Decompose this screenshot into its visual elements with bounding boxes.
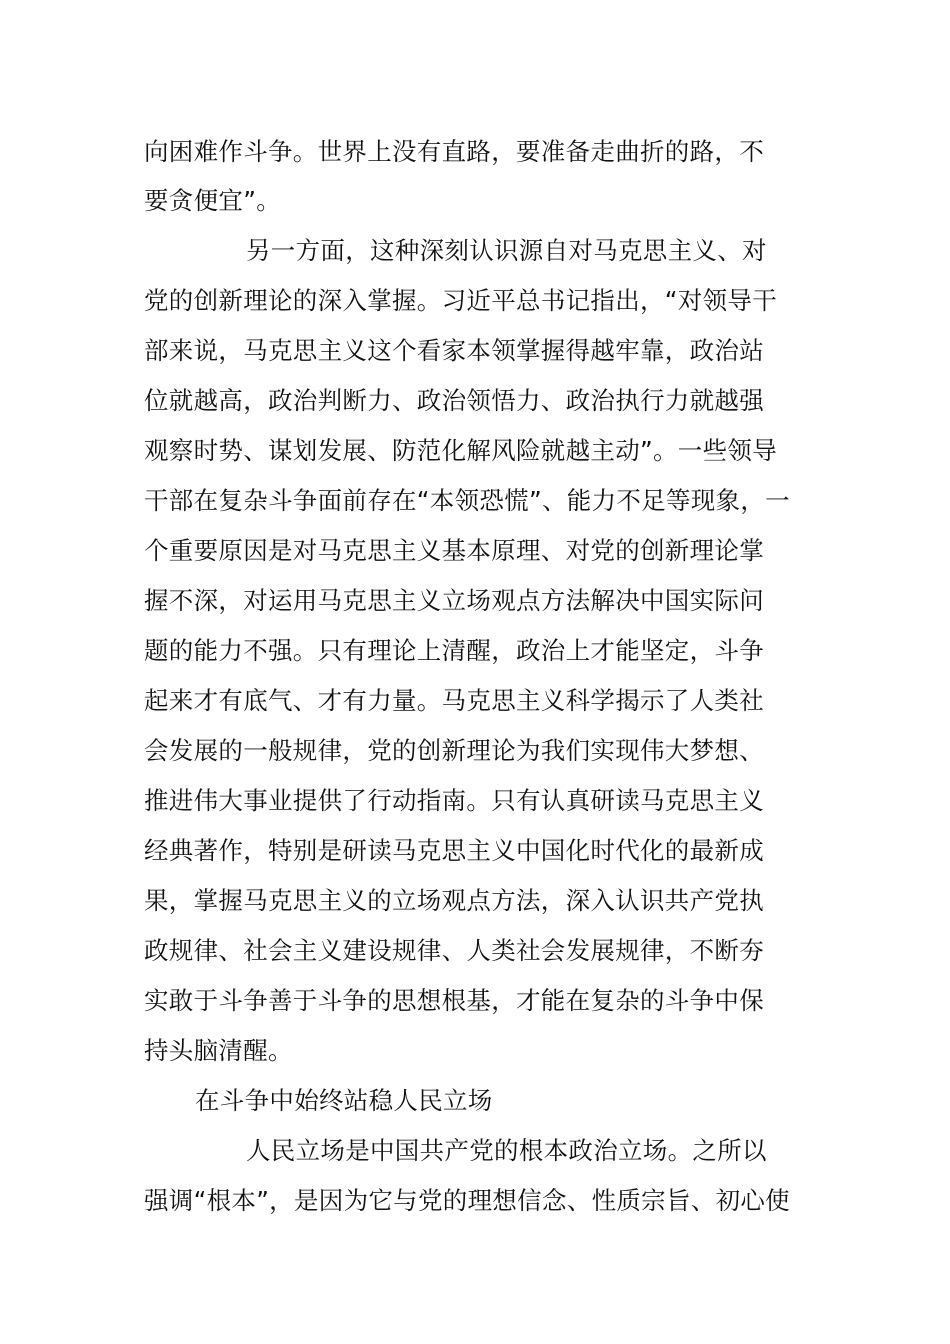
text-line: 个重要原因是对马克思主义基本原理、对党的创新理论掌 — [144, 536, 764, 565]
text-line: 部来说，马克思主义这个看家本领掌握得越牢靠，政治站 — [144, 336, 764, 365]
text-line: 起来才有底气、才有力量。马克思主义科学揭示了人类社 — [144, 686, 764, 715]
text-line: 果，掌握马克思主义的立场观点方法，深入认识共产党执 — [144, 886, 764, 915]
text-line: 经典著作，特别是研读马克思主义中国化时代化的最新成 — [144, 836, 764, 865]
text-line: 会发展的一般规律，党的创新理论为我们实现伟大梦想、 — [144, 736, 764, 765]
text-line: 强调“根本”，是因为它与党的理想信念、性质宗旨、初心使 — [144, 1186, 790, 1215]
text-line: 党的创新理论的深入掌握。习近平总书记指出，“对领导干 — [144, 286, 777, 315]
text-line: 推进伟大事业提供了行动指南。只有认真研读马克思主义 — [144, 786, 764, 815]
text-line: 握不深，对运用马克思主义立场观点方法解决中国实际问 — [144, 586, 764, 615]
text-line: 观察时势、谋划发展、防范化解风险就越主动”。一些领导 — [144, 436, 777, 465]
text-line: 向困难作斗争。世界上没有直路，要准备走曲折的路，不 — [144, 137, 764, 166]
section-heading: 在斗争中始终站稳人民立场 — [195, 1086, 493, 1115]
text-line: 干部在复杂斗争面前存在“本领恐慌”、能力不足等现象，一 — [144, 486, 790, 515]
text-line: 持头脑清醒。 — [144, 1036, 293, 1065]
paragraph-first-line: 人民立场是中国共产党的根本政治立场。之所以 — [246, 1136, 767, 1165]
text-line: 要贪便宜”。 — [144, 186, 281, 215]
text-line: 政规律、社会主义建设规律、人类社会发展规律，不断夯 — [144, 936, 764, 965]
text-line: 位就越高，政治判断力、政治领悟力、政治执行力就越强 — [144, 386, 764, 415]
paragraph-first-line: 另一方面，这种深刻认识源自对马克思主义、对 — [246, 236, 767, 265]
text-line: 实敢于斗争善于斗争的思想根基，才能在复杂的斗争中保 — [144, 986, 764, 1015]
text-line: 题的能力不强。只有理论上清醒，政治上才能坚定，斗争 — [144, 636, 764, 665]
